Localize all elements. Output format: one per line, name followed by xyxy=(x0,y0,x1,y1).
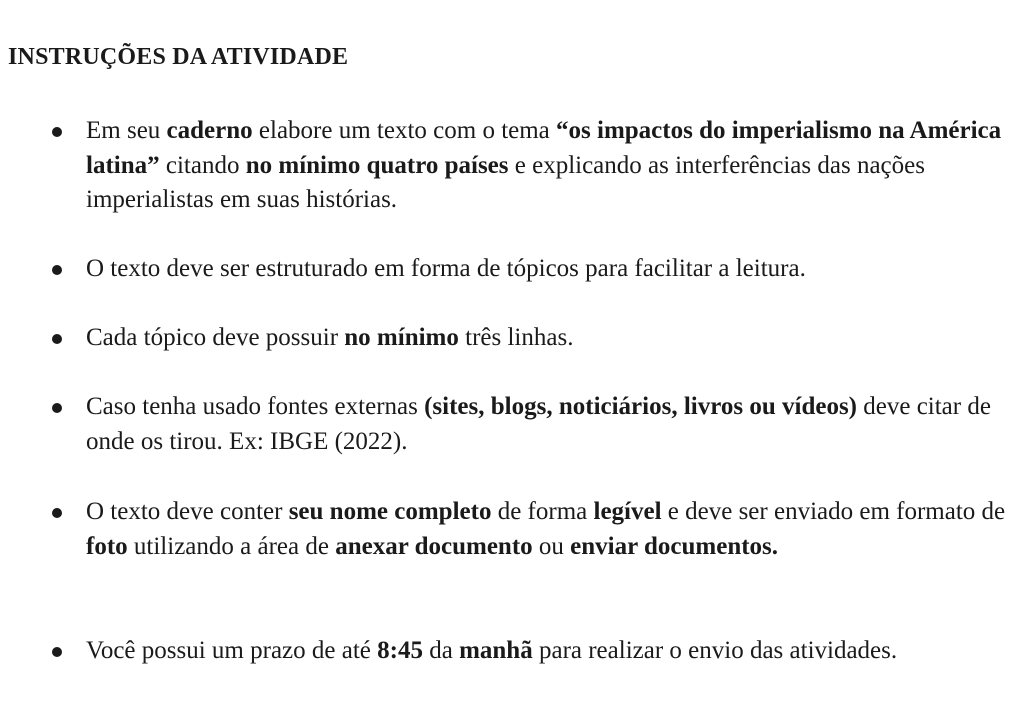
text-run: Cada tópico deve possuir xyxy=(86,324,345,351)
text-run: Em seu xyxy=(86,117,167,144)
bold-text: “os impactos do imperialismo na América latina” xyxy=(86,117,1002,179)
instruction-item xyxy=(86,252,1006,287)
text-run: Caso tenha usado fontes externas xyxy=(86,393,425,420)
instruction-item xyxy=(86,634,1006,669)
bold-text: foto xyxy=(86,532,128,560)
bold-text: manhã xyxy=(459,637,533,664)
text-run: O texto deve ser estruturado em forma de tópicos para facilitar a leitura. xyxy=(86,255,806,282)
instruction-item xyxy=(86,321,1006,356)
bold-text: 8:45 xyxy=(377,637,423,664)
text-run: da xyxy=(422,637,460,664)
bullet-icon xyxy=(52,265,62,275)
instruction-item xyxy=(86,114,1006,218)
bullet-icon xyxy=(52,508,62,518)
bold-text: (sites, blogs, noticiários, livros ou vídeos) xyxy=(424,393,857,420)
page-title: INSTRUÇÕES DA ATIVIDADE xyxy=(8,44,349,70)
instruction-text xyxy=(86,255,806,282)
text-run: para realizar o envio das atividades. xyxy=(532,637,898,664)
bold-text: no mínimo xyxy=(344,324,459,351)
bullet-icon xyxy=(52,647,62,657)
bullet-icon xyxy=(52,334,62,344)
instruction-item xyxy=(86,495,1006,564)
text-run: deve citar de onde os tirou. Ex: IBGE (2022). xyxy=(86,393,991,455)
text-run: ou xyxy=(532,532,571,560)
instruction-text xyxy=(86,498,1005,560)
instruction-text xyxy=(86,117,1001,213)
bullet-icon xyxy=(52,127,62,137)
instruction-text xyxy=(86,637,897,664)
bold-text: seu nome completo xyxy=(288,498,492,525)
instruction-text xyxy=(86,393,991,455)
bold-text: legível xyxy=(593,498,662,525)
bold-text: anexar documento xyxy=(335,532,533,560)
bold-text: no mínimo quatro países xyxy=(245,151,509,179)
bold-text: caderno xyxy=(166,117,253,144)
text-run: e explicando as interferências das nações imperialistas em suas histórias. xyxy=(86,151,925,213)
text-run: três linhas. xyxy=(458,324,574,351)
text-run: Você possui um prazo de até xyxy=(86,637,378,664)
text-run: O texto deve conter xyxy=(86,498,289,525)
text-run: utilizando a área de xyxy=(127,532,336,560)
text-run: citando xyxy=(159,151,246,179)
text-run: e deve ser enviado em formato de xyxy=(661,498,1006,525)
bullet-icon xyxy=(52,403,62,413)
instruction-text xyxy=(86,324,573,351)
text-run: de forma xyxy=(491,498,594,525)
bold-text: enviar documentos. xyxy=(570,532,779,560)
text-run: elabore um texto com o tema xyxy=(252,117,557,144)
instruction-item xyxy=(86,390,1006,459)
